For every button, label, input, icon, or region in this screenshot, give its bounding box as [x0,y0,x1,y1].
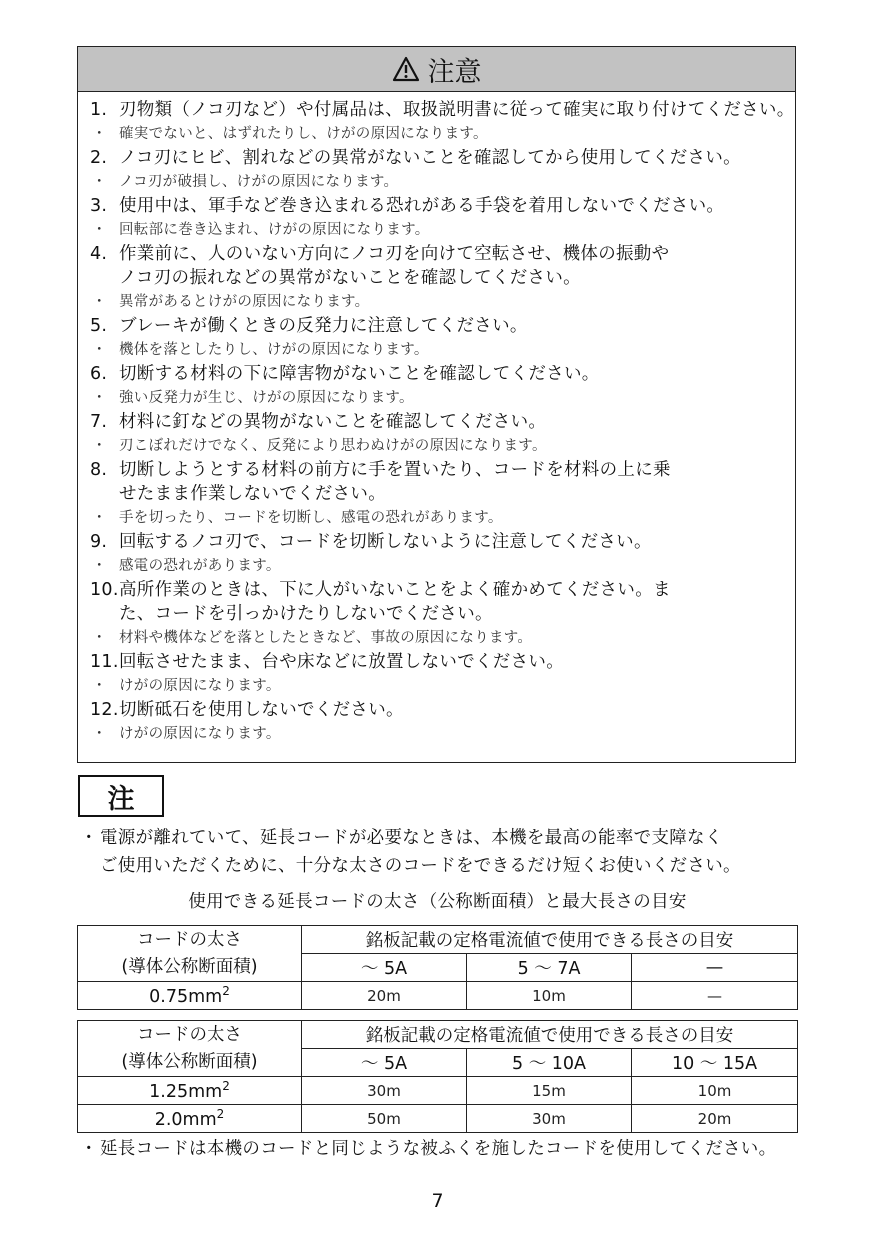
bullet: ・ [92,630,107,646]
caution-item-number: 4. [90,244,108,264]
max-length-cell: 15m [467,1077,632,1105]
caution-note-text: ノコ刃が破損し、けがの原因になります。 [119,174,399,190]
caution-item-note [90,290,795,314]
caution-item-number: 10. [90,580,119,600]
caution-item-number: 3. [90,196,108,216]
size-header-line1: コードの太さ [137,929,242,950]
caution-item-text: ノコ刃にヒビ、割れなどの異常がないことを確認してから使用してください。 [119,148,741,168]
caution-item [90,194,795,218]
bullet: ・ [92,390,107,406]
caution-note-text: けがの原因になります。 [119,726,281,742]
cord-table-1 [77,925,798,1010]
size-header-line2: (導体公称断面積) [121,1051,258,1072]
caution-item-number: 11. [90,652,119,672]
caution-note-text: 確実でないと、はずれたりし、けがの原因になります。 [119,126,488,142]
caution-item-note [90,386,795,410]
size-header-line2: (導体公称断面積) [121,956,258,977]
cord-size: 1.25mm [149,1081,223,1102]
sheath-note [78,1135,798,1163]
current-range-header: 5 ～ 10A [467,1049,632,1077]
max-length-cell: — [632,982,798,1010]
bullet: ・ [92,126,107,142]
cord-size-cell [78,1077,302,1105]
caution-title: 注意 [427,56,482,88]
max-length-cell: 10m [632,1077,798,1105]
caution-item [90,410,795,434]
current-range-header: ～ 5A [302,954,467,982]
caution-header [78,47,795,92]
rated-current-header: 銘板記載の定格電流値で使用できる長さの目安 [302,1021,798,1049]
caution-item-number: 12. [90,700,119,720]
caution-note-text: 機体を落としたりし、けがの原因になります。 [119,342,429,358]
caution-item-text: 切断する材料の下に障害物がないことを確認してください。 [119,364,600,384]
bullet: ・ [92,342,107,358]
caution-box [77,46,796,763]
sheath-note-text: 延長コードは本機のコードと同じような被ふくを施したコードを使用してください。 [100,1139,777,1159]
bullet: ・ [92,558,107,574]
cord-size-cell [78,1105,302,1133]
warning-triangle-icon [392,56,420,82]
cord-size: 0.75mm [149,986,223,1007]
cord-size-superscript: 2 [216,1107,225,1122]
caution-note-text: 感電の恐れがあります。 [119,558,281,574]
caution-item [90,362,795,386]
bullet: ・ [92,222,107,238]
caution-item-note [90,554,795,578]
rated-current-header: 銘板記載の定格電流値で使用できる長さの目安 [302,926,798,954]
size-header-line1: コードの太さ [137,1024,242,1045]
bullet: ・ [92,438,107,454]
max-length-cell: 50m [302,1105,467,1133]
max-length-cell: 20m [632,1105,798,1133]
caution-item-text: 材料に釘などの異物がないことを確認してください。 [119,412,547,432]
current-range-header: 10 ～ 15A [632,1049,798,1077]
table-row [78,1077,798,1105]
bullet: ・ [92,294,107,310]
max-length-cell: 30m [302,1077,467,1105]
caution-item-number: 7. [90,412,108,432]
caution-item-note [90,506,795,530]
caution-item-note [90,434,795,458]
caution-item-note [90,122,795,146]
bullet: ・ [80,828,98,848]
caution-item-text: 切断砥石を使用しないでください。 [119,700,404,720]
caution-item-text: 高所作業のときは、下に人がいないことをよく確かめてください。ま た、コードを引っかけたりしないでください。 [119,580,671,624]
caution-item-text: 使用中は、軍手など巻き込まれる恐れがある手袋を着用しないでください。 [119,196,725,216]
caution-item-note [90,170,795,194]
caution-note-text: 刃こぼれだけでなく、反発により思わぬけがの原因になります。 [119,438,547,454]
caution-item-list [78,92,795,746]
caution-item [90,242,795,290]
page-number: 7 [431,1190,444,1212]
caution-item-number: 8. [90,460,108,480]
max-length-cell: 20m [302,982,467,1010]
caution-note-text: 材料や機体などを落としたときなど、事故の原因になります。 [119,630,533,646]
caution-note-text: 異常があるとけがの原因になります。 [119,294,370,310]
cord-size-cell [78,982,302,1010]
caution-item-text: 刃物類（ノコ刃など）や付属品は、取扱説明書に従って確実に取り付けてください。 [119,100,795,120]
caution-item-text: 作業前に、人のいない方向にノコ刃を向けて空転させ、機体の振動や ノコ刃の振れなどの異常がないことを確認してください。 [119,244,670,288]
extension-note-text: 電源が離れていて、延長コードが必要なときは、本機を最高の能率で支障なく ご使用いただくために、十分な太さのコードをできるだけ短くお使いください。 [100,828,741,876]
caution-item [90,698,795,722]
caution-item [90,98,795,122]
caution-item [90,146,795,170]
caution-item [90,530,795,554]
size-header [78,926,302,982]
bullet: ・ [92,678,107,694]
max-length-cell: 30m [467,1105,632,1133]
caution-note-text: 手を切ったり、コードを切断し、感電の恐れがあります。 [119,510,503,526]
current-range-header: ～ 5A [302,1049,467,1077]
extension-note [78,824,798,880]
caution-note-text: 回転部に巻き込まれ、けがの原因になります。 [119,222,430,238]
table-row [78,1105,798,1133]
cord-size-superscript: 2 [222,1079,230,1094]
caution-item-number: 2. [90,148,108,168]
caution-item-note [90,338,795,362]
caution-note-text: けがの原因になります。 [119,678,281,694]
caution-item [90,314,795,338]
caution-item-note [90,218,795,242]
note-heading: 注 [78,775,164,817]
guide-title: 使用できる延長コードの太さ（公称断面積）と最大長さの目安 [188,892,687,912]
caution-item-text: 切断しようとする材料の前方に手を置いたり、コードを材料の上に乗 せたまま作業しないでください。 [119,460,671,504]
cord-size-superscript: 2 [222,984,230,999]
caution-item [90,578,795,626]
caution-item [90,458,795,506]
caution-item-number: 6. [90,364,108,384]
cord-table-2 [77,1020,798,1133]
cord-size: 2.0mm [154,1109,217,1130]
bullet: ・ [92,510,107,526]
caution-item [90,650,795,674]
max-length-cell: 10m [467,982,632,1010]
caution-item-number: 1. [90,100,108,120]
caution-note-text: 強い反発力が生じ、けがの原因になります。 [119,390,414,406]
caution-item-note [90,674,795,698]
current-range-header: 5 ～ 7A [467,954,632,982]
bullet: ・ [80,1139,98,1159]
caution-item-text: 回転させたまま、台や床などに放置しないでください。 [119,652,564,672]
caution-item-text: ブレーキが働くときの反発力に注意してください。 [119,316,528,336]
caution-item-note [90,626,795,650]
caution-item-note [90,722,795,746]
bullet: ・ [92,726,107,742]
caution-item-text: 回転するノコ刃で、コードを切断しないように注意してください。 [119,532,652,552]
bullet: ・ [92,174,107,190]
current-range-header: — [632,954,798,982]
table-row [78,982,798,1010]
caution-item-number: 5. [90,316,108,336]
size-header [78,1021,302,1077]
caution-item-number: 9. [90,532,108,552]
